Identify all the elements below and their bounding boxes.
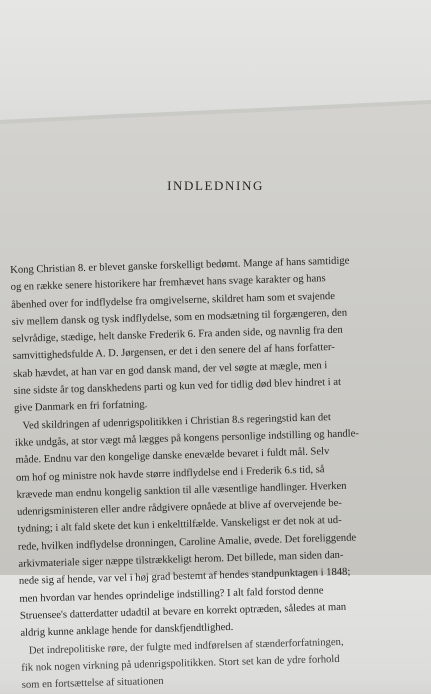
text-line: Det indrepolitiske røre, der fulgte med indførelsen af stænderforfatningen,: [28, 636, 344, 657]
paragraph-1: [10, 251, 424, 418]
body-text: [10, 251, 431, 694]
text-line: Struensee's datterdatter udadtil at bevare en korrekt optræden, således at man: [19, 601, 347, 622]
text-line: nede sig af hende, var vel i høj grad bestemt af hendes standpunktagen i 1848;: [18, 566, 351, 588]
text-line: ikke undgås, at stor vægt må lægges på kongens personlige indstilling og handle-: [14, 428, 360, 449]
text-line: sine sidste år tog danskhedens parti og kun ved for tidlig død blev hindret i at: [13, 376, 342, 398]
chapter-heading: INDLEDNING: [167, 178, 264, 193]
text-line: aldrig kunne anklage hende for danskfjendtlighed.: [20, 622, 234, 640]
text-line: om hof og ministre nok havde større indflydelse end i Frederik 6.s tid, så: [15, 463, 325, 484]
text-line: men hvordan var hendes oprindelige indstilling? I alt fald forstod denne: [19, 585, 324, 605]
text-line: åbenhed over for indflydelse fra omgivelserne, skildret ham som et svajende: [11, 290, 336, 311]
text-line: rede, hvilken indflydelse dronningen, Caroline Amalie, øvede. Det foreliggende: [17, 532, 357, 553]
text-line: tydning; i alt fald skete det kun i enkelttilfælde. Vanskeligst er det nok at ud-: [17, 515, 342, 536]
paragraph-2: [14, 406, 430, 642]
text-line: og en række senere historikere har fremhævet hans svage karakter og hans: [10, 273, 326, 294]
paragraph-3: [21, 631, 431, 694]
text-line: selvrådige, stædige, helt danske Frederik 6. Fra anden side, og navnlig fra den: [12, 324, 343, 346]
text-line: som en fortsættelse af situationen: [21, 676, 164, 691]
text-line: skab hævdet, at han var en god dansk mand, der vel søgte at mægle, men i: [12, 359, 328, 380]
text-line: måde. Endnu var den kongelige danske enevælde bevaret i fuldt mål. Selv: [15, 446, 330, 467]
text-line: udenrigsministeren eller andre rådgivere opnåede at blive af overvejende be-: [16, 497, 343, 519]
text-line: fik nok nogen virkning på udenrigspolitikken. Stort set kan de ydre forhold: [21, 653, 340, 674]
text-line: samvittighedsfulde A. D. Jørgensen, er det i den senere del af hans forfatter-: [12, 342, 335, 363]
text-line: give Danmark en fri forfatning.: [13, 399, 148, 415]
text-line: Kong Christian 8. er blevet ganske forskelligt bedømt. Mange af hans samtidige: [10, 255, 350, 276]
text-line: krævede man endnu kongelig sanktion til alle væsentlige handlinger. Hverken: [16, 480, 347, 501]
text-line: Ved skildringen af udenrigspolitikken i Christian 8.s regeringstid kan det: [22, 411, 331, 432]
text-line: arkivmateriale siger næppe tilstrækkeligt herom. Det billede, man siden dan-: [18, 549, 344, 570]
text-line: siv mellem dansk og tysk indflydelse, som en modsætning til forgængeren, den: [11, 307, 348, 328]
